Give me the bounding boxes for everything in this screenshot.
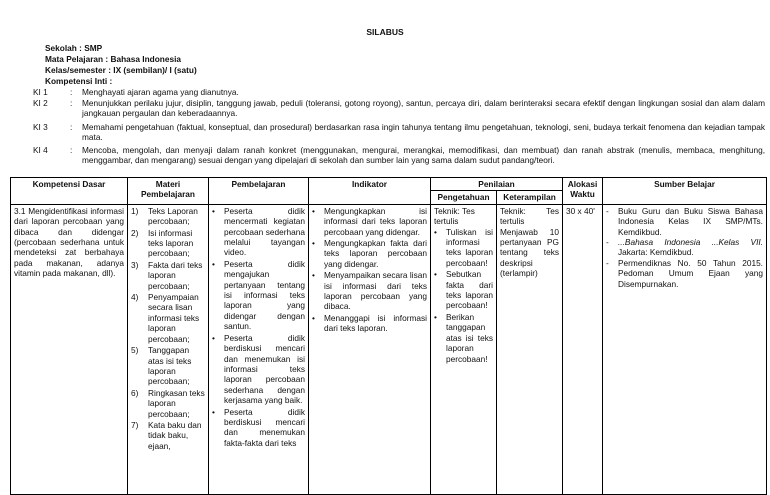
- sumber-cell: [603, 204, 767, 494]
- list-item: [434, 227, 493, 269]
- list-item: [212, 259, 305, 332]
- list-item: [312, 313, 427, 334]
- list-item: [131, 388, 205, 419]
- header-materi: Materi Pembelajaran: [128, 178, 209, 205]
- header-sekolah: Sekolah : SMP: [45, 43, 103, 53]
- ki-text: Mencoba, mengolah, dan menyaji dalam ranah konkret (menggunakan, mengurai, merangkai, memodifikasi, dan membuat) dan ranah abstrak (menulis, membaca, menghitung, menggambar, dan mengarang) sesuai dengan yang dipelajari di sekolah dan sumber lain yang sama dalam sudut pandang/teori.: [82, 145, 765, 166]
- ki-code: KI 1: [33, 87, 48, 97]
- list-text: Kata baku dan tidak baku, ejaan,: [148, 419, 202, 451]
- bullet-icon: •: [434, 311, 437, 322]
- ki-text: Menghayati ajaran agama yang dianutnya.: [82, 87, 239, 97]
- pengetahuan-cell: [431, 204, 497, 494]
- pengetahuan-technique: Teknik: Tes tertulis: [434, 205, 475, 227]
- ki-text: Menunjukkan perilaku jujur, disiplin, tanggung jawab, peduli (toleransi, gotong royong), santun, percaya diri, dalam berinteraksi secara efektif dengan lingkungan sosial dan alam dalam jangkauan pergaulan dan keberadaannya.: [82, 98, 765, 119]
- list-item: [131, 420, 205, 451]
- list-text: Buku Guru dan Buku Siswa Bahasa Indonesia Kelas IX SMP/MTs. Kemdikbud.: [618, 205, 763, 237]
- list-text: Tuliskan isi informasi teks laporan percobaan!: [446, 226, 493, 268]
- list-text: Mengungkapkan isi informasi dari teks laporan percobaan yang didengar.: [324, 205, 427, 237]
- header-keterampilan: Keterampilan: [497, 191, 563, 204]
- ki-colon: :: [70, 145, 73, 155]
- list-item: [434, 269, 493, 311]
- list-item: [131, 292, 205, 344]
- list-text: Isi informasi teks laporan percobaan;: [148, 227, 194, 259]
- list-text: Teks Laporan percobaan;: [148, 205, 198, 227]
- dash-icon: -: [606, 237, 609, 248]
- syllabus-title: SILABUS: [366, 27, 404, 37]
- kd-cell: 3.1 Mengidentifikasi informasi dari laporan percobaan yang dibaca dan didengar (percobaan sederhana untuk mendeteksi zat berbahaya pada makanan, adanya vitamin pada makanan, dll).: [11, 204, 128, 494]
- list-text: [618, 237, 763, 258]
- list-item: [212, 407, 305, 449]
- syllabus-table: [10, 177, 767, 495]
- ki-text: Memahami pengetahuan (faktual, konseptual, dan prosedural) berdasarkan rasa ingin tahunya tentang ilmu pengetahuan, teknologi, seni, budaya terkait fenomena dan kejadian tampak mata.: [82, 122, 765, 143]
- list-item: [212, 206, 305, 258]
- header-sumber: Sumber Belajar: [603, 178, 767, 205]
- list-item: [131, 345, 205, 387]
- bullet-icon: •: [312, 238, 315, 249]
- keterampilan-cell: Teknik: Tes tertulis Menjawab 10 pertanyaan PG tentang teks deskripsi (terlampir): [497, 204, 563, 494]
- header-mapel: Mata Pelajaran : Bahasa Indonesia: [45, 54, 182, 64]
- indikator-cell: [309, 204, 431, 494]
- bullet-icon: •: [212, 258, 215, 269]
- list-text: Peserta didik berdiskusi mencari dan menemukan isi informasi teks laporan percobaan sederhana dengan kerjasama yang baik.: [224, 332, 305, 406]
- book-title: ...Bahasa Indonesia ...Kelas VII.: [618, 237, 763, 248]
- list-item: [434, 312, 493, 364]
- book-publisher: Jakarta: Kemdikbud.: [618, 247, 694, 258]
- list-item: [606, 237, 763, 258]
- list-text: Menanggapi isi informasi dari teks laporan.: [324, 312, 427, 334]
- dash-icon: -: [606, 205, 609, 216]
- list-number: 2): [131, 227, 139, 238]
- bullet-icon: •: [212, 332, 215, 343]
- ki-code: KI 4: [33, 145, 48, 155]
- header-ki-label: Kompetensi Inti :: [45, 76, 113, 86]
- list-text: Berikan tanggapan atas isi teks laporan percobaan!: [446, 311, 493, 364]
- header-alokasi: Alokasi Waktu: [563, 178, 603, 205]
- list-text: Tanggapan atas isi teks laporan percobaan;: [148, 345, 192, 387]
- ki-colon: :: [70, 87, 73, 97]
- bullet-icon: •: [312, 312, 315, 323]
- list-text: Penyampaian secara lisan informasi teks laporan percobaan;: [148, 292, 200, 344]
- ki-code: KI 2: [33, 98, 48, 108]
- bullet-icon: •: [312, 205, 315, 216]
- list-number: 3): [131, 259, 139, 270]
- list-text: Sebutkan fakta dari teks laporan percobaan!: [446, 269, 493, 311]
- dash-icon: -: [606, 257, 609, 268]
- list-number: 5): [131, 345, 139, 356]
- header-kompetensi-dasar: Kompetensi Dasar: [11, 178, 128, 205]
- list-number: 4): [131, 292, 139, 303]
- list-text: Permendiknas No. 50 Tahun 2015. Pedoman Umum Ejaan yang Disempurnakan.: [618, 257, 763, 289]
- list-item: [312, 270, 427, 312]
- bullet-icon: •: [212, 406, 215, 417]
- list-text: Fakta dari teks laporan percobaan;: [148, 259, 203, 291]
- list-item: [131, 260, 205, 291]
- alokasi-cell: 30 x 40': [563, 204, 603, 494]
- list-text: Menyampaikan secara lisan isi informasi dari teks laporan percobaan yang dibaca.: [324, 270, 427, 312]
- bullet-icon: •: [312, 270, 315, 281]
- list-item: [606, 258, 763, 289]
- list-number: 6): [131, 387, 139, 398]
- header-pengetahuan: Pengetahuan: [431, 191, 497, 204]
- header-penilaian: Penilaian: [431, 178, 563, 191]
- bullet-icon: •: [434, 269, 437, 280]
- ki-colon: :: [70, 122, 73, 132]
- list-text: Mengungkapkan fakta dari teks laporan percobaan yang didengar.: [324, 238, 427, 269]
- pembelajaran-cell: [209, 204, 309, 494]
- list-number: 1): [131, 205, 139, 216]
- header-indikator: Indikator: [309, 178, 431, 205]
- ki-code: KI 3: [33, 122, 48, 132]
- bullet-icon: •: [434, 226, 437, 237]
- list-text: Ringkasan teks laporan percobaan;: [148, 387, 205, 419]
- header-pembelajaran: Pembelajaran: [209, 178, 309, 205]
- list-item: [131, 228, 205, 259]
- list-item: [131, 206, 205, 227]
- list-item: [606, 206, 763, 237]
- list-item: [312, 238, 427, 269]
- header-kelas: Kelas/semester : IX (sembilan)/ I (satu): [45, 65, 197, 75]
- list-item: [312, 206, 427, 237]
- bullet-icon: •: [212, 205, 215, 216]
- list-text: Peserta didik mengajukan pertanyaan tentang isi informasi teks laporan yang didengar dengan santun.: [224, 258, 305, 332]
- list-item: [212, 333, 305, 406]
- materi-cell: [128, 204, 209, 494]
- list-number: 7): [131, 419, 139, 430]
- list-text: Peserta didik berdiskusi mencari dan menemukan fakta-fakta dari teks: [224, 406, 305, 448]
- ki-colon: :: [70, 98, 73, 108]
- list-text: Peserta didik mencermati kegiatan percobaan sederhana melalui tayangan video.: [224, 205, 305, 258]
